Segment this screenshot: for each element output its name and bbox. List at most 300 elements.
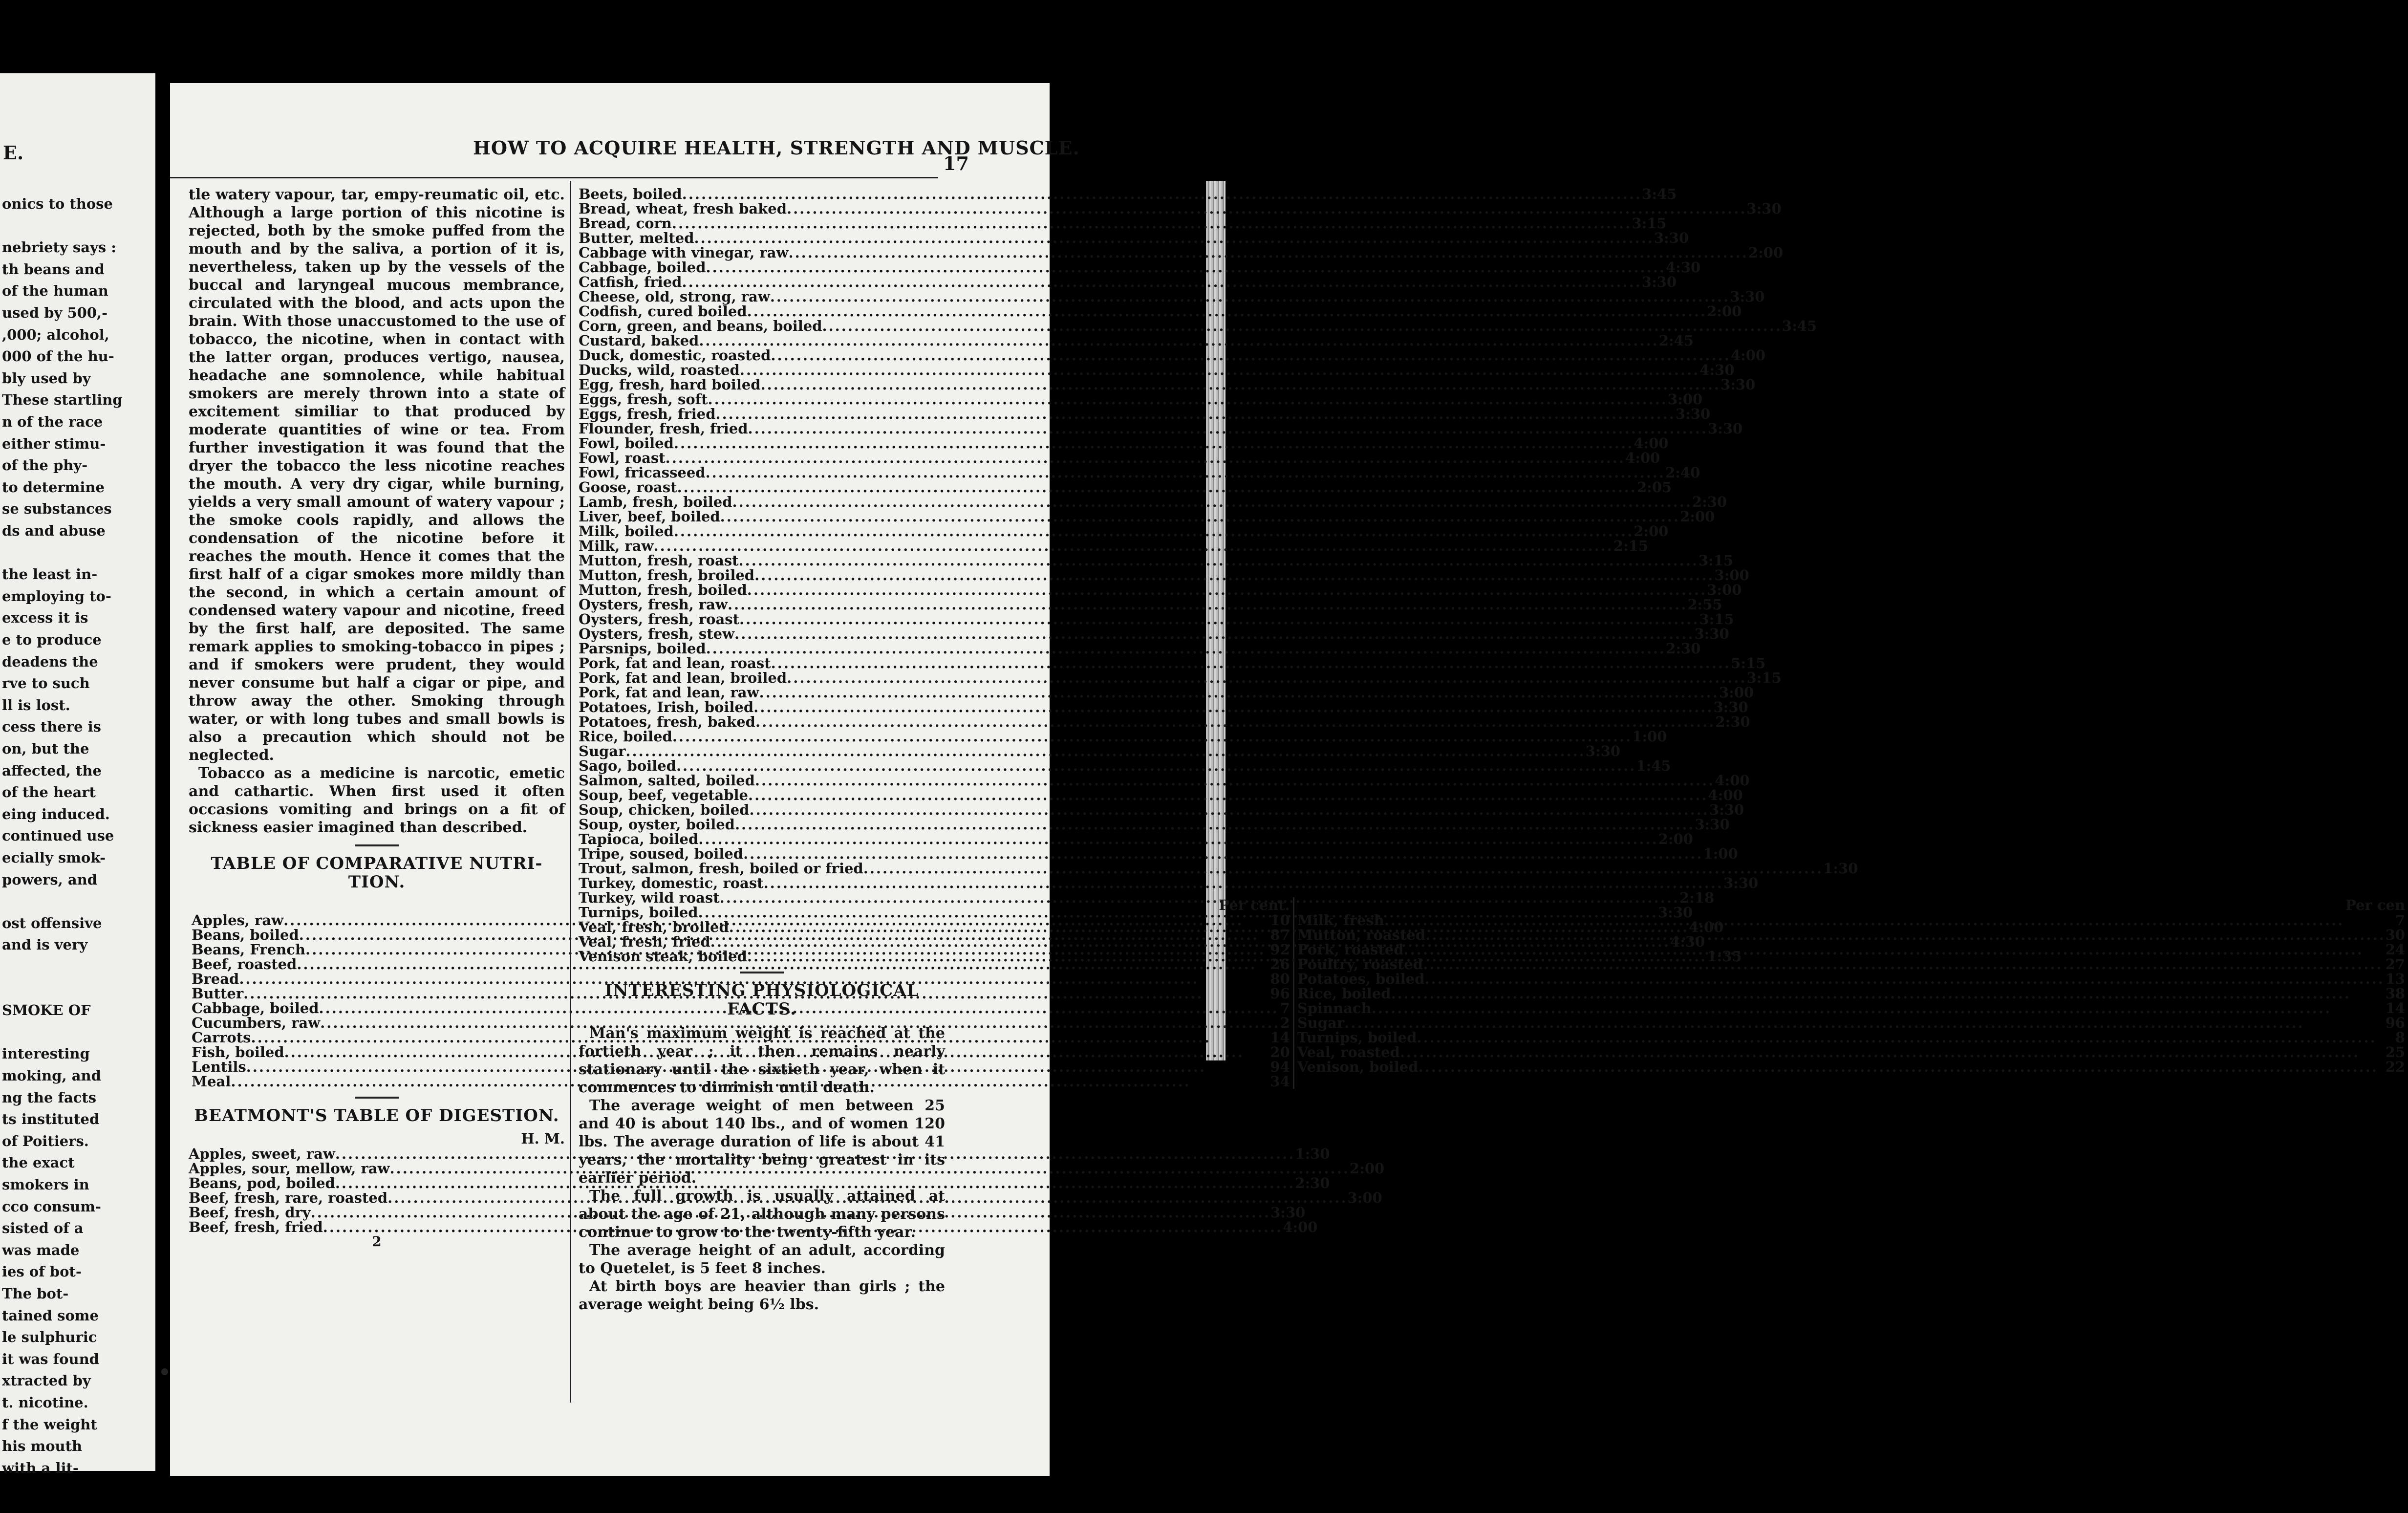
- digestion-row-value: 3:45: [1782, 318, 1817, 334]
- facing-page-line: used by 500,-: [2, 304, 108, 321]
- nutrition-row-label: Butter: [192, 985, 244, 1002]
- facing-page-line: continued use: [2, 827, 114, 844]
- facing-page-line: e to produce: [2, 631, 102, 648]
- leader-dots: [788, 245, 1748, 260]
- leader-dots: [708, 392, 1668, 407]
- digestion-row: [579, 274, 1677, 290]
- digestion-row: [579, 200, 1782, 217]
- facing-page-line: ,000; alcohol,: [2, 326, 109, 343]
- leader-dots: [771, 656, 1731, 670]
- leader-dots: [863, 861, 1823, 876]
- facing-page-line: cco consum-: [2, 1198, 101, 1215]
- digestion-row-value: 4:00: [1625, 450, 1660, 466]
- digestion-row-label: Tapioca, boiled: [579, 831, 699, 847]
- nutrition-row-label: Bread: [192, 971, 239, 987]
- digestion-row-label: Egg, fresh, hard boiled: [579, 376, 761, 393]
- nutrition-row-value: 24: [2385, 941, 2406, 958]
- leader-dots: [1344, 1016, 2386, 1030]
- digestion-row-value: 2:15: [1613, 538, 1649, 554]
- nutrition-row-label: Spinnach: [1297, 1000, 1372, 1016]
- nutrition-row-value: 8: [2395, 1029, 2406, 1046]
- digestion-row-label: Beef, fresh, dry: [189, 1204, 311, 1221]
- nutrition-row: [1297, 1045, 2405, 1059]
- leader-dots: [706, 465, 1665, 480]
- digestion-row: [579, 508, 1715, 525]
- digestion-row-label: Catfish, fried: [579, 274, 682, 290]
- digestion-row: [579, 640, 1701, 657]
- digestion-row: [579, 464, 1700, 481]
- digestion-row: [579, 611, 1734, 627]
- facing-page-line: his mouth: [2, 1438, 83, 1455]
- digestion-row-value: 3:30: [1675, 406, 1711, 422]
- facing-page-line: interesting: [2, 1045, 90, 1062]
- digestion-row-label: Sago, boiled: [579, 757, 676, 774]
- facing-page-line: excess it is: [2, 609, 88, 627]
- digestion-row-label: Eggs, fresh, fried: [579, 406, 716, 422]
- facing-page-line: the exact: [2, 1154, 75, 1171]
- facing-page-line: n of the race: [2, 413, 103, 430]
- leader-dots: [739, 553, 1698, 568]
- nutrition-row-value: 80: [1270, 971, 1290, 987]
- nutrition-row-value: 92: [1270, 941, 1290, 958]
- leader-dots: [710, 934, 1670, 949]
- leader-dots: [764, 876, 1723, 890]
- facing-page-line: of Poitiers.: [2, 1132, 89, 1149]
- digestion-row: [579, 259, 1701, 276]
- digestion-row: [579, 699, 1748, 715]
- page-17: [170, 83, 2406, 1476]
- nutrition-row-value: 7: [1280, 1000, 1290, 1016]
- digestion-row-label: Cabbage with vinegar, raw: [579, 244, 789, 261]
- digestion-row: [579, 435, 1669, 452]
- digestion-row-label: Goose, roast: [579, 479, 677, 496]
- digestion-row: [579, 318, 1817, 334]
- nutrition-row: [1297, 1030, 2405, 1045]
- digestion-row-value: 3:30: [1723, 875, 1759, 891]
- digestion-row-label: Codfish, cured boiled: [579, 303, 747, 320]
- digestion-table-title: BEATMONT'S TABLE OF DIGESTION.: [194, 1106, 559, 1125]
- digestion-row-label: Cabbage, boiled: [579, 259, 706, 276]
- nutrition-row: [1297, 972, 2405, 986]
- leader-dots: [822, 319, 1782, 333]
- leader-dots: [743, 846, 1703, 861]
- nutrition-row-value: 96: [1270, 985, 1290, 1002]
- leader-dots: [706, 641, 1666, 656]
- nutrition-row-label: Cabbage, boiled: [192, 1000, 319, 1016]
- facing-page-line: moking, and: [2, 1067, 101, 1084]
- digestion-row-value: 2:00: [1748, 244, 1784, 261]
- digestion-row-value: 4:00: [1689, 919, 1724, 935]
- digestion-row-value: 3:15: [1698, 552, 1734, 569]
- digestion-row-value: 2:00: [1707, 303, 1742, 320]
- nutrition-row-label: Pork, roasted: [1297, 941, 1404, 958]
- leader-dots: [672, 216, 1632, 231]
- digestion-row-value: 2:45: [1658, 332, 1694, 349]
- nutrition-row-value: 96: [2385, 1015, 2406, 1031]
- digestion-row-value: 3:30: [1730, 288, 1765, 305]
- digestion-row: [579, 186, 1677, 202]
- digestion-row-label: Turkey, domestic, roast: [579, 875, 764, 891]
- facing-page-line: on, but the: [2, 740, 89, 757]
- digestion-row-label: Rice, boiled: [579, 728, 672, 745]
- digestion-row-label: Lamb, fresh, boiled: [579, 494, 732, 510]
- digestion-row: [579, 347, 1766, 364]
- digestion-row-label: Corn, green, and beans, boiled: [579, 318, 822, 334]
- nutrition-row-value: 20: [1270, 1044, 1290, 1060]
- digestion-row: [579, 362, 1735, 378]
- digestion-row-label: Apples, sour, mellow, raw: [189, 1160, 390, 1177]
- nutrition-row-value: 14: [1270, 1029, 1290, 1046]
- digestion-row-label: Pork, fat and lean, broiled: [579, 670, 787, 686]
- leader-dots: [666, 451, 1625, 465]
- digestion-row-label: Sugar: [579, 743, 626, 759]
- nutrition-table-title: TABLE OF COMPARATIVE NUTRI-TION.: [211, 854, 543, 892]
- running-head: HOW TO ACQUIRE HEALTH, STRENGTH AND MUSCLE.: [473, 137, 1080, 159]
- digestion-row-value: 4:30: [1665, 259, 1701, 276]
- digestion-row: [189, 1146, 1330, 1162]
- nutrition-row: [1297, 1059, 2405, 1074]
- digestion-row-label: Veal, fresh, fried: [579, 933, 710, 950]
- nutrition-row-label: Meal: [192, 1073, 231, 1090]
- nutrition-row-value: 38: [2385, 985, 2406, 1002]
- digestion-row-label: Milk, raw: [579, 538, 654, 554]
- digestion-row-label: Eggs, fresh, soft: [579, 391, 708, 408]
- digestion-row: [579, 376, 1756, 393]
- leader-dots: [672, 729, 1632, 744]
- nutrition-row-label: Cucumbers, raw: [192, 1015, 321, 1031]
- digestion-row: [579, 757, 1671, 774]
- digestion-row-value: 3:15: [1699, 611, 1734, 627]
- nutrition-row: [1297, 986, 2405, 1001]
- physiology-facts: [579, 1024, 945, 1314]
- digestion-row-value: 3:30: [1641, 274, 1677, 290]
- digestion-row: [579, 303, 1742, 320]
- facing-page-line: powers, and: [2, 871, 97, 888]
- digestion-row-label: Parsnips, boiled: [579, 640, 706, 657]
- leader-dots: [715, 407, 1675, 421]
- leader-dots: [1391, 986, 2386, 1001]
- digestion-row-label: Salmon, salted, boiled: [579, 772, 755, 789]
- digestion-row-value: 3:30: [1658, 904, 1693, 921]
- digestion-row-label: Turkey, wild roast: [579, 889, 720, 906]
- nutrition-row-label: Milk, fresh: [1297, 912, 1384, 929]
- facing-page-line: bly used by: [2, 369, 91, 387]
- digestion-row-value: 2:30: [1692, 494, 1727, 510]
- facing-page-line: ll is lost.: [2, 696, 70, 713]
- facing-page-line: f the weight: [2, 1416, 97, 1433]
- digestion-row-value: 3:30: [1707, 420, 1743, 437]
- digestion-row: [579, 450, 1660, 466]
- nutrition-row-label: Potatoes, boiled: [1297, 971, 1425, 987]
- digestion-row-value: 2:00: [1634, 523, 1669, 540]
- physiology-paragraph: At birth boys are heavier than girls ; the average weight being 6½ lbs.: [579, 1278, 945, 1313]
- digestion-row-value: 3:00: [1667, 391, 1703, 408]
- facing-page-line: These startling: [2, 391, 123, 409]
- leader-dots: [699, 333, 1658, 348]
- digestion-row-value: 3:30: [1270, 1204, 1306, 1221]
- digestion-row-value: 1:30: [1295, 1146, 1330, 1162]
- digestion-row-value: 3:00: [1719, 684, 1754, 701]
- nutrition-row-label: Venison, boiled: [1297, 1059, 1419, 1075]
- digestion-row-label: Flounder, fresh, fried: [579, 420, 748, 437]
- nutrition-col-head-right: Per cen: [2345, 897, 2406, 913]
- digestion-row-label: Oysters, fresh, raw: [579, 596, 728, 613]
- leader-dots: [747, 949, 1707, 964]
- physiology-paragraph: The average height of an adult, according to Quetelet, is 5 feet 8 inches.: [579, 1242, 945, 1277]
- facing-page-line: nebriety says :: [2, 239, 116, 256]
- facing-page-line: deadens the: [2, 653, 98, 670]
- signature-mark: 2: [372, 1233, 382, 1250]
- leader-dots: [761, 377, 1720, 392]
- leader-dots: [787, 201, 1746, 216]
- digestion-row-value: 3:30: [1709, 801, 1744, 818]
- digestion-row: [579, 244, 1784, 261]
- digestion-row-value: 3:30: [1585, 743, 1621, 759]
- leader-dots: [682, 187, 1642, 201]
- digestion-row-label: Trout, salmon, fresh, boiled or fried: [579, 860, 863, 877]
- digestion-row: [579, 801, 1744, 818]
- nutrition-row-value: 22: [2385, 1059, 2406, 1075]
- leader-dots: [706, 260, 1666, 275]
- digestion-row-label: Pork, fat and lean, roast: [579, 655, 771, 671]
- leader-dots: [732, 495, 1692, 509]
- digestion-row: [579, 772, 1750, 789]
- digestion-row-label: Potatoes, Irish, boiled: [579, 699, 754, 715]
- nutrition-row-value: 25: [2385, 1044, 2406, 1060]
- digestion-row: [579, 831, 1693, 847]
- digestion-row: [579, 332, 1694, 349]
- facing-page-line: ies of bot-: [2, 1263, 82, 1280]
- digestion-row-value: 3:30: [1694, 626, 1729, 642]
- digestion-row: [579, 538, 1649, 554]
- digestion-row-value: 3:00: [1707, 582, 1742, 598]
- nutrition-row-value: 34: [1270, 1073, 1290, 1090]
- facing-page-line: xtracted by: [2, 1372, 91, 1389]
- facing-page-line: 000 of the hu-: [2, 348, 114, 365]
- digestion-row-value: 4:30: [1699, 362, 1735, 378]
- nutrition-row-label: Poultry, roasted: [1297, 956, 1423, 973]
- section-rule: [355, 1097, 399, 1099]
- digestion-row-value: 1:45: [1636, 757, 1671, 774]
- digestion-row: [579, 288, 1765, 305]
- leader-dots: [747, 583, 1707, 597]
- digestion-row: [579, 215, 1667, 232]
- leader-dots: [748, 788, 1708, 802]
- facing-page-line: tained some: [2, 1307, 99, 1324]
- leader-dots: [770, 289, 1730, 304]
- leader-dots: [682, 275, 1641, 289]
- digestion-row: [579, 567, 1749, 584]
- digestion-row: [579, 391, 1703, 408]
- digestion-row: [189, 1189, 1382, 1206]
- digestion-row-value: 3:30: [1713, 699, 1748, 715]
- nutrition-row-label: Apples, raw: [192, 912, 284, 929]
- digestion-row-label: Beets, boiled: [579, 186, 682, 202]
- digestion-row: [579, 816, 1730, 833]
- ink-spot: [161, 1368, 168, 1375]
- digestion-row-value: 2:18: [1679, 889, 1715, 906]
- facing-page-line: affected, the: [2, 762, 102, 779]
- nutrition-row-value: 27: [2385, 956, 2406, 973]
- leader-dots: [694, 231, 1654, 245]
- facing-page-line: to determine: [2, 478, 105, 496]
- digestion-row-label: Milk, boiled: [579, 523, 674, 540]
- nutrition-row-value: 13: [2385, 971, 2406, 987]
- digestion-row-value: 3:00: [1347, 1189, 1382, 1206]
- digestion-row-value: 4:00: [1634, 435, 1669, 452]
- digestion-row-label: Fowl, fricasseed: [579, 464, 706, 481]
- nutrition-row-label: Mutton, roasted: [1297, 927, 1426, 943]
- digestion-row-label: Beef, fresh, fried: [189, 1219, 323, 1235]
- nutrition-row-value: 7: [2395, 912, 2406, 929]
- digestion-row: [189, 1175, 1330, 1191]
- digestion-row-value: 2:30: [1715, 713, 1750, 730]
- facing-page-line: of the heart: [2, 784, 96, 801]
- digestion-row-label: Pork, fat and lean, raw: [579, 684, 759, 701]
- digestion-row-value: 2:00: [1680, 508, 1715, 525]
- digestion-row: [579, 420, 1743, 437]
- nutrition-row-value: 87: [1270, 927, 1290, 943]
- leader-dots: [698, 832, 1658, 846]
- leader-dots: [759, 685, 1719, 700]
- leader-dots: [787, 670, 1746, 685]
- nutrition-row-value: 2: [1280, 1015, 1290, 1031]
- digestion-row: [189, 1204, 1306, 1221]
- facing-page-line: cess there is: [2, 718, 101, 735]
- digestion-row-value: 1:00: [1703, 845, 1738, 862]
- digestion-row-value: 2:00: [1349, 1160, 1385, 1177]
- nutrition-row-label: Rice, boiled: [1297, 985, 1391, 1002]
- nutrition-row-label: Lentils: [192, 1059, 246, 1075]
- leader-dots: [740, 363, 1699, 377]
- digestion-row-label: Duck, domestic, roasted: [579, 347, 771, 364]
- nutrition-row-label: Veal, roasted: [1297, 1044, 1400, 1060]
- digestion-row-value: 1:30: [1823, 860, 1858, 877]
- digestion-row: [579, 406, 1711, 422]
- facing-page-line: se substances: [2, 500, 112, 518]
- leader-dots: [729, 920, 1689, 934]
- digestion-row: [579, 479, 1672, 496]
- leader-dots: [728, 597, 1687, 612]
- facing-page-line: of the human: [2, 282, 108, 300]
- facing-page-line: it was found: [2, 1350, 99, 1367]
- section-rule: [355, 844, 399, 846]
- digestion-row-value: 4:00: [1708, 787, 1743, 803]
- nutrition-row-label: Beans, French: [192, 941, 305, 958]
- digestion-row-label: Cheese, old, strong, raw: [579, 288, 770, 305]
- leader-dots: [771, 348, 1730, 363]
- facing-page-line: and is very: [2, 936, 88, 953]
- digestion-row-label: Venison steak, boiled: [579, 948, 747, 965]
- nutrition-row-label: Beans, boiled: [192, 927, 299, 943]
- leader-dots: [749, 802, 1709, 817]
- digestion-row-label: Bread, wheat, fresh baked: [579, 200, 787, 217]
- nutrition-row-value: 14: [2385, 1000, 2406, 1016]
- physiology-title: INTERESTING PHYSIOLOGICAL FACTS.: [604, 981, 919, 1019]
- digestion-row-value: 3:30: [1654, 230, 1689, 246]
- facing-page-fragment: [0, 73, 155, 1476]
- leader-dots: [735, 817, 1695, 832]
- digestion-row-value: 1:00: [1632, 728, 1667, 745]
- digestion-row: [579, 230, 1689, 246]
- digestion-col-head: H. M.: [521, 1130, 565, 1147]
- tobacco-paragraph-1: tle watery vapour, tar, empy-reumatic oil, etc. Although a large portion of this nicotine is rejected, both by the smoke puffed from the mouth and by the saliva, a portion of it is, nevertheless, taken up by the vessels of the buccal and laryngeal mucous membrance, circulated with the blood, and acts upon the brain. With those unaccustomed to the use of tobacco, the nicotine, when in contact with the latter organ, produces vertigo, nausea, headache ane somnolence, while habitual smokers are merely thrown into a state of excitement similiar to that produced by moderate quantities of wine or tea. From further investigation it was found that the dryer the tobacco the less nicotine reaches the mouth. A very dry cigar, while burning, yields a very small amount of watery vapour ; the smoke cools rapidly, and allows the condensation of the nicotine before it reaches the mouth. Hence it comes that the first half of a cigar smokes more mildly than the second, in which a certain amount of condensed watery vapour and nicotine, freed by the first half, are deposited. The same remark applies to smoking-tobacco in pipes ; and if smokers were prudent, they would never consume but half a cigar or pipe, and throw away the other. Smoking through water, or with long tubes and small bowls is also a precaution which should not be neglected.: [189, 186, 565, 764]
- digestion-row-label: Mutton, fresh, roast: [579, 552, 739, 569]
- digestion-row-value: 4:00: [1283, 1219, 1318, 1235]
- digestion-row-label: Tripe, soused, boiled: [579, 845, 744, 862]
- facing-page-line: ds and abuse: [2, 522, 106, 539]
- digestion-row-value: 4:00: [1715, 772, 1750, 789]
- leader-dots: [1400, 1045, 2386, 1059]
- nutrition-row-value: 30: [2385, 927, 2406, 943]
- digestion-row: [579, 875, 1759, 891]
- tobacco-paragraph-2: Tobacco as a medicine is narcotic, emetic and cathartic. When first used it often occasions vomiting and brings on a fit of sickness easier imagined than described.: [189, 765, 565, 836]
- nutrition-row-value: 10: [1270, 912, 1290, 929]
- header-rule: [170, 177, 938, 178]
- digestion-row-label: Fowl, roast: [579, 450, 666, 466]
- digestion-row-value: 4:30: [1670, 933, 1705, 950]
- leader-dots: [1419, 1059, 2386, 1074]
- digestion-row-label: Apples, sweet, raw: [189, 1146, 335, 1162]
- digestion-row-value: 5:15: [1731, 655, 1766, 671]
- digestion-row: [579, 728, 1667, 745]
- digestion-row-label: Mutton, fresh, broiled: [579, 567, 755, 584]
- facing-page-line: eing induced.: [2, 805, 110, 822]
- digestion-row: [579, 596, 1722, 613]
- leader-dots: [625, 744, 1585, 758]
- column-rule: [570, 181, 571, 1403]
- facing-page-line: either stimu-: [2, 435, 106, 452]
- facing-page-header: E.: [3, 142, 24, 164]
- nutrition-col-head-left: Per cent.: [1219, 897, 1290, 913]
- facing-page-line: ecially smok-: [2, 849, 106, 866]
- digestion-row: [579, 552, 1734, 569]
- leader-dots: [1424, 972, 2385, 986]
- digestion-row-label: Liver, beef, boiled: [579, 508, 720, 525]
- nutrition-row-value: 94: [1270, 1059, 1290, 1075]
- leader-dots: [1372, 1001, 2386, 1016]
- digestion-row: [189, 1160, 1385, 1177]
- digestion-row-value: 2:40: [1665, 464, 1700, 481]
- facing-page-line: the least in-: [2, 566, 98, 583]
- digestion-row-value: 2:30: [1666, 640, 1701, 657]
- digestion-row-label: Beef, fresh, rare, roasted: [189, 1189, 388, 1206]
- digestion-row-value: 3:15: [1632, 215, 1667, 232]
- leader-dots: [674, 436, 1634, 451]
- leader-dots: [674, 524, 1634, 539]
- leader-dots: [739, 612, 1699, 627]
- facing-page-line: of the phy-: [2, 457, 88, 474]
- digestion-row: [579, 845, 1738, 862]
- physiology-paragraph: Man's maximum weight is reached at the fortieth year ; it then remains nearly stationary until the sixtieth year, when it commences to diminish until death.: [579, 1025, 945, 1096]
- leader-dots: [734, 627, 1694, 641]
- section-rule: [740, 972, 784, 973]
- digestion-row: [189, 1219, 1318, 1235]
- leader-dots: [653, 539, 1613, 553]
- facing-page-line: with a lit-: [2, 1459, 79, 1476]
- facing-page-line: smokers in: [2, 1176, 89, 1193]
- facing-page-line: onics to those: [2, 195, 113, 212]
- leader-dots: [677, 480, 1637, 495]
- nutrition-row-label: Turnips, boiled: [1297, 1029, 1417, 1046]
- page-number: 17: [943, 152, 969, 174]
- facing-page-line: th beans and: [2, 260, 105, 278]
- leader-dots: [676, 758, 1636, 773]
- digestion-row: [579, 655, 1766, 671]
- digestion-row-label: Potatoes, fresh, baked: [579, 713, 755, 730]
- digestion-row: [579, 670, 1782, 686]
- leader-dots: [720, 890, 1679, 905]
